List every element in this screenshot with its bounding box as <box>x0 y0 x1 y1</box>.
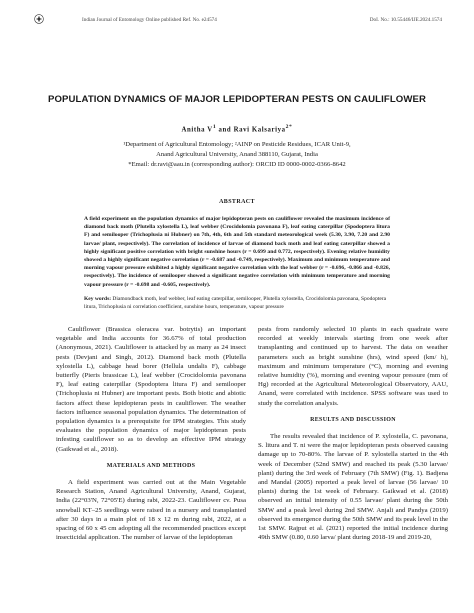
author-line <box>0 124 474 133</box>
author-and: and <box>216 126 234 134</box>
affiliation-line-2: Anand Agricultural University, Anand 388110, Gujarat, India <box>156 151 318 158</box>
keywords-label: Key words: <box>84 296 112 302</box>
results-paragraph: The results revealed that incidence of P. xylostella, C. pavonana, S. litura and T. ni were the major lepidopteran pests observed causing damage up to 70-80%. The larvae of P. xylostella started in the 4th week of December (52nd SMW) and reached its peak (5.30 larvae/ plant) during the 3rd week of February (7th SMW) (Fig. 1). Badjena and Mandal (2005) reported a peak level of larvae (56 larvae/ 10 plants) during the 1st week of February. Gaikwad et al. (2018) observed an initial intensity of 0.55 larvae/ plant during the 50th SMW and a peak level during 2nd SMW. Anjali and Pandya (2019) observed its emergence during the 50th SMW and its peak level in the 1st SMW. Rajput et al. (2021) reported the initial incidence during 49th SMW (0.80, 0.60 larva/ plant during 2018-19 and 2019-20, <box>258 433 448 542</box>
journal-logo-icon <box>34 14 44 24</box>
right-column <box>258 325 448 542</box>
results-heading: RESULTS AND DISCUSSION <box>310 416 396 423</box>
author-2-sup: 2* <box>285 124 293 130</box>
intro-paragraph: Cauliflower (Brassica oleracea var. botrytis) an important vegetable and India accounts for 36.67% of total production (Anonymous, 2021). Cauliflower is attacked by as many as 24 insect pests (Devjani and Singh, 2012). Diamond back moth (Plutella xylostella L), cabbage head borer (Hellula undalis F), cabbage butterfly (Pieris brassicae L), leaf webber (Crocidolomia pavonana F), leaf eating caterpillar (Spodoptera litura F) and semilooper (Trichoplusia ni Hubner) are important pests. Both biotic and abiotic factors affect these lepidopteran pests in cauliflower. The weather factors influence seasonal population dynamics. The determination of population dynamics is a prerequisite for IPM strategies. This study evaluates the population dynamics of major lepidopteran pests infesting cauliflower so as to develop an effective IPM strategy (Gaikwad et al., 2018). <box>56 326 246 453</box>
affiliation-line-3: *Email: dr.ravi@aau.in (corresponding author): ORCID ID 0000-0002-0366-8642 <box>128 161 346 168</box>
author-1-sup: 1 <box>212 124 217 130</box>
affiliation-line-1: ¹Department of Agricultural Entomology; ²AINP on Pesticide Residues, ICAR Unit-9, <box>123 141 351 148</box>
running-header <box>34 14 442 28</box>
abstract-text: A field experiment on the population dynamics of major lepidopteran pests on cauliflower revealed the maximum incidence of diamond back moth (Plutella xylostella L), leaf webber (Crocidolomia pavonana F), leaf eating caterpillar (Spodoptera litura F) and semilooper (Trichoplusia ni Hubner) on 7th, 4th, 6th and 5th standard meteorological week (5.30, 3.90, 7.20 and 2.90 larvae/ plant, respectively). The correlation of incidence of larvae of diamond back moth and leaf eating caterpillar showed a highly significant positive correlation with bright sunshine hours (r = 0.699 and 0.772, respectively). Evening relative humidity showed a highly significant negative correlation (r = -0.687 and -0.749, respectively). Maximum and minimum temperature and morning vapour pressure exhibited a highly significant negative correlation with the leaf webber (r = -0.696, -0.866 and -0.826, respectively). The incidence of semilooper showed a significant negative correlation with minimum temperature and morning vapour pressure (r = -0.698 and -0.605, respectively). <box>84 216 390 288</box>
author-1: Anitha V <box>181 126 213 134</box>
author-2: Ravi Kalsariya <box>233 126 286 134</box>
keywords-text: Diamondback moth, leaf webber, leaf eating caterpillar, semilooper, Plutella xylostella, Crocidolomia pavonana, Spodoptera litura, Trichoplusia ni correlation coefficient, sunshine hours, temperature, vapour pressure <box>84 296 387 311</box>
keywords <box>84 295 390 311</box>
affiliations <box>60 140 414 170</box>
abstract-heading: ABSTRACT <box>219 199 255 205</box>
methods-continued-paragraph: pests from randomly selected 10 plants in each quadrate were recorded at weekly intervals starting from one week after transplanting and continued up to harvest. The data on weather parameters such as bright sunshine (hrs), wind speed (km/ h), maximum and minimum temperature (°C), morning and evening relative humidity (%), morning and evening vapour pressure (mm of Hg) recorded at the Agricultural Meteorological Observatory, AAU, Anand, were correlated with incidence. SPSS software was used to study the correlation analysis. <box>258 326 448 407</box>
doi-number: DoI. No.: 10.55446/IJE.2024.1574 <box>369 17 442 23</box>
article-title: POPULATION DYNAMICS OF MAJOR LEPIDOPTERAN PESTS ON CAULIFLOWER <box>47 94 427 105</box>
journal-name: Indian Journal of Entomology Online published Ref. No. e24574 <box>82 17 217 23</box>
methods-paragraph: A field experiment was carried out at the Main Vegetable Research Station, Anand Agricultural University, Anand, Gujarat, India (22°03'N, 72°05'E) during rabi, 2022-23. Cauliflower cv. Pusa snowball KT–25 seedlings were raised in a nursery and transplanted after 30 days in a main plot of 18 x 12 m during rabi, 2022, at a spacing of 60 x 45 cm adopting all the recommended practices except insecticidal application. The number of larvae of the lepidopteran <box>56 479 246 542</box>
left-column <box>56 325 246 542</box>
methods-heading: MATERIALS AND METHODS <box>106 462 196 469</box>
